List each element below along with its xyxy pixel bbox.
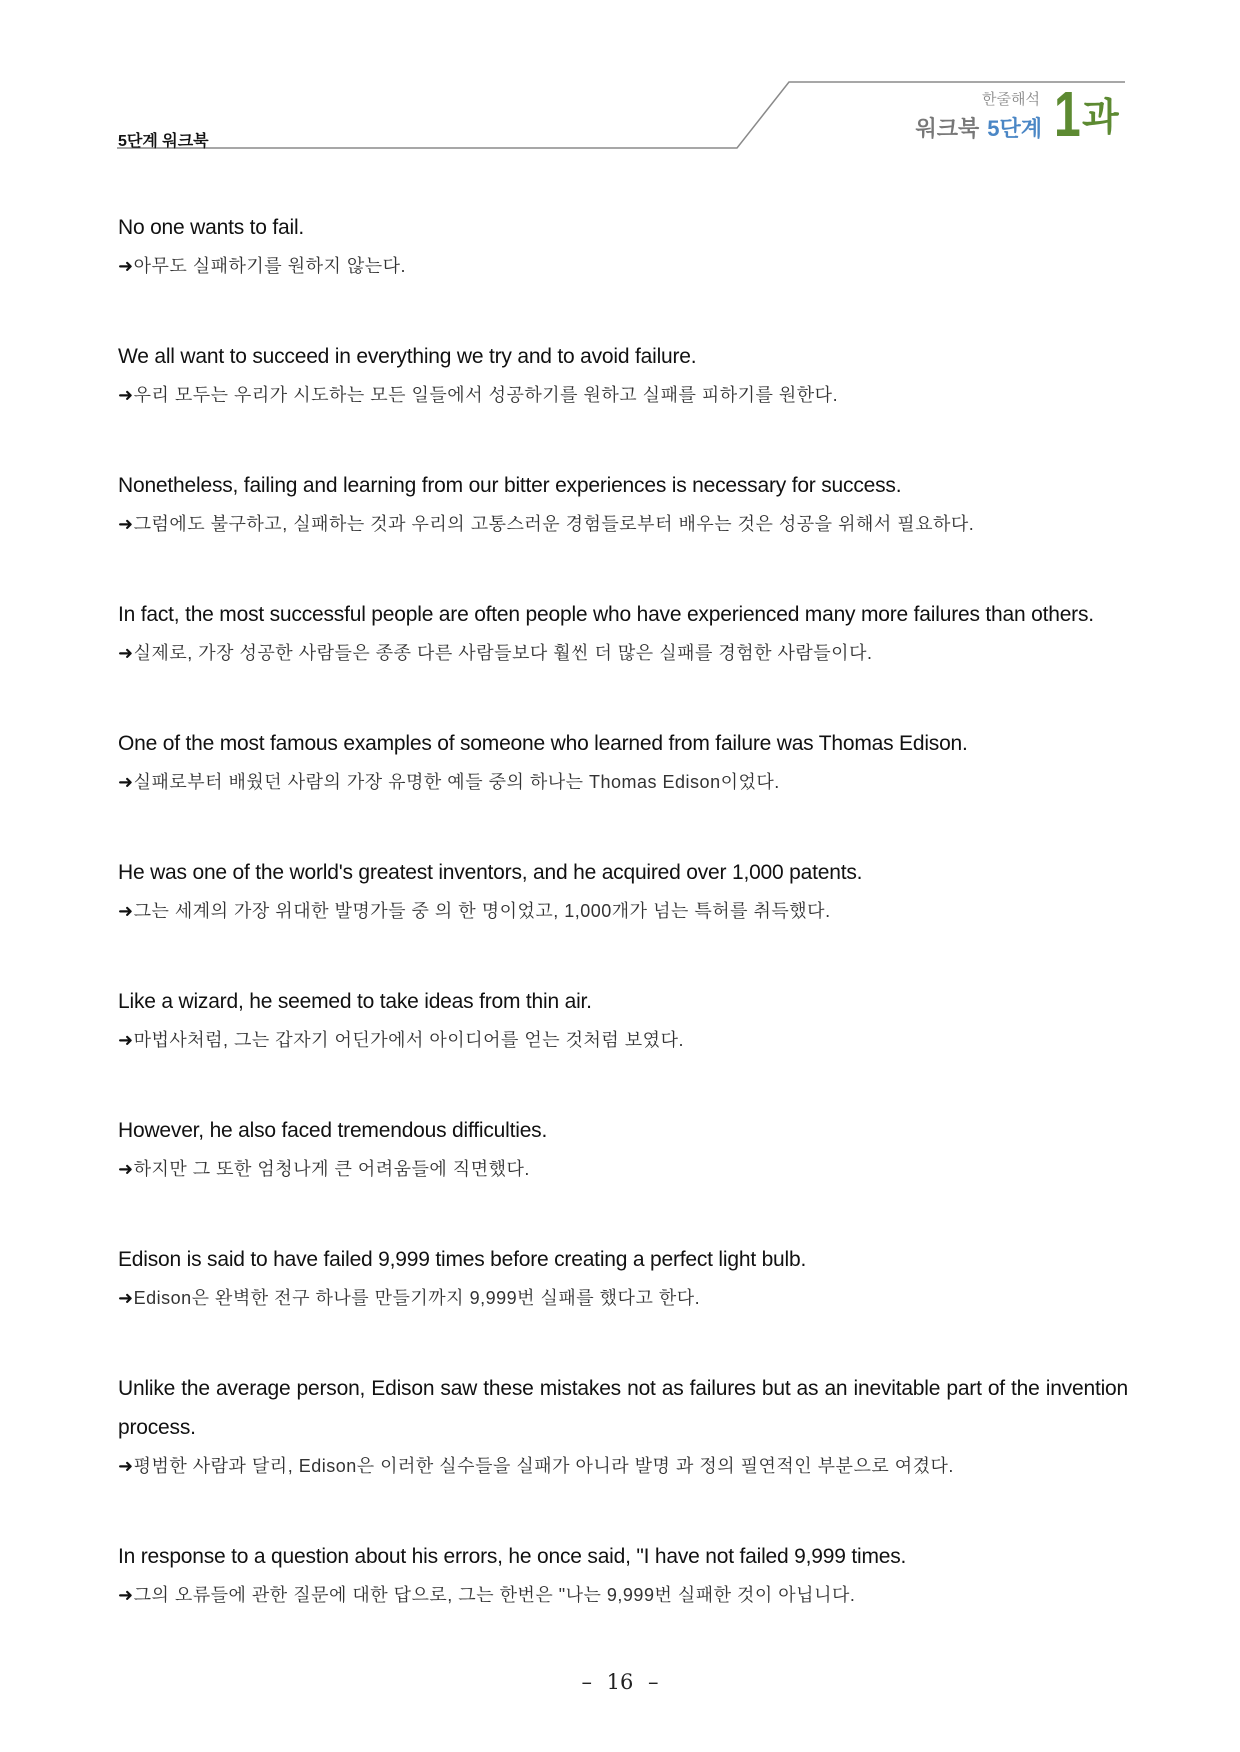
arrow-icon: ➜ bbox=[118, 514, 134, 534]
arrow-icon: ➜ bbox=[118, 1585, 134, 1605]
sentence-pair bbox=[118, 466, 1128, 544]
header-title bbox=[915, 112, 1042, 143]
arrow-icon: ➜ bbox=[118, 1456, 134, 1476]
korean-translation bbox=[118, 892, 1128, 931]
header-left-title: 5단계 워크북 bbox=[118, 133, 209, 150]
arrow-icon: ➜ bbox=[118, 901, 134, 921]
sentence-pair bbox=[118, 1240, 1128, 1318]
korean-text: 그럼에도 불구하고, 실패하는 것과 우리의 고통스러운 경험들로부터 배우는 것은 성공을 위해서 필요하다. bbox=[133, 514, 975, 534]
korean-text: 아무도 실패하기를 원하지 않는다. bbox=[133, 256, 407, 276]
page-number: – 16 – bbox=[581, 1670, 659, 1694]
lesson-badge bbox=[1054, 78, 1119, 150]
korean-translation bbox=[118, 376, 1128, 415]
korean-translation bbox=[118, 1576, 1128, 1615]
english-sentence: Unlike the average person, Edison saw these mistakes not as failures but as an inevitable part of the invention process. bbox=[118, 1377, 1128, 1439]
lesson-number: 1 bbox=[1054, 78, 1081, 150]
sentence-list bbox=[118, 208, 1128, 1666]
lesson-suffix: 과 bbox=[1082, 97, 1119, 139]
korean-text: 마법사처럼, 그는 갑자기 어딘가에서 아이디어를 얻는 것처럼 보였다. bbox=[133, 1030, 684, 1050]
korean-text: 하지만 그 또한 엄청나게 큰 어려움들에 직면했다. bbox=[133, 1159, 530, 1179]
korean-text: 실패로부터 배웠던 사람의 가장 유명한 예들 중의 하나는 Thomas Edison이었다. bbox=[133, 772, 780, 792]
english-sentence: No one wants to fail. bbox=[118, 216, 305, 239]
header-title-accent: 5단계 bbox=[987, 116, 1042, 141]
arrow-icon: ➜ bbox=[118, 772, 134, 792]
korean-text: 우리 모두는 우리가 시도하는 모든 일들에서 성공하기를 원하고 실패를 피하기를 원한다. bbox=[133, 385, 839, 405]
sentence-pair bbox=[118, 982, 1128, 1060]
english-sentence: In fact, the most successful people are often people who have experienced many more failures than others. bbox=[118, 603, 1094, 626]
arrow-icon: ➜ bbox=[118, 385, 134, 405]
arrow-icon: ➜ bbox=[118, 256, 134, 276]
english-sentence: Like a wizard, he seemed to take ideas from thin air. bbox=[118, 990, 592, 1013]
english-sentence: He was one of the world's greatest inventors, and he acquired over 1,000 patents. bbox=[118, 861, 863, 884]
korean-translation bbox=[118, 1447, 1128, 1486]
korean-translation bbox=[118, 763, 1128, 802]
header-title-prefix: 워크북 bbox=[915, 116, 980, 141]
arrow-icon: ➜ bbox=[118, 1159, 134, 1179]
korean-text: 그의 오류들에 관한 질문에 대한 답으로, 그는 한번은 "나는 9,999번 실패한 것이 아닙니다. bbox=[133, 1585, 856, 1605]
sentence-pair bbox=[118, 337, 1128, 415]
header-subtitle: 한줄해석 bbox=[982, 91, 1040, 108]
sentence-pair bbox=[118, 208, 1128, 286]
english-sentence: In response to a question about his errors, he once said, "I have not failed 9,999 times. bbox=[118, 1545, 907, 1568]
sentence-pair bbox=[118, 1111, 1128, 1189]
english-sentence: One of the most famous examples of someone who learned from failure was Thomas Edison. bbox=[118, 732, 968, 755]
sentence-pair bbox=[118, 724, 1128, 802]
sentence-pair bbox=[118, 595, 1128, 673]
korean-translation bbox=[118, 247, 1128, 286]
korean-text: Edison은 완벽한 전구 하나를 만들기까지 9,999번 실패를 했다고 한다. bbox=[133, 1288, 701, 1308]
english-sentence: Nonetheless, failing and learning from our bitter experiences is necessary for success. bbox=[118, 474, 902, 497]
korean-translation bbox=[118, 505, 1128, 544]
arrow-icon: ➜ bbox=[118, 1030, 134, 1050]
english-sentence: However, he also faced tremendous difficulties. bbox=[118, 1119, 548, 1142]
english-sentence: Edison is said to have failed 9,999 times before creating a perfect light bulb. bbox=[118, 1248, 807, 1271]
arrow-icon: ➜ bbox=[118, 1288, 134, 1308]
english-sentence: We all want to succeed in everything we try and to avoid failure. bbox=[118, 345, 697, 368]
korean-translation bbox=[118, 1150, 1128, 1189]
arrow-icon: ➜ bbox=[118, 643, 134, 663]
korean-translation bbox=[118, 634, 1128, 673]
korean-text: 실제로, 가장 성공한 사람들은 종종 다른 사람들보다 훨씬 더 많은 실패를 경험한 사람들이다. bbox=[133, 643, 873, 663]
korean-translation bbox=[118, 1279, 1128, 1318]
korean-text: 평범한 사람과 달리, Edison은 이러한 실수들을 실패가 아니라 발명 과 정의 필연적인 부분으로 여겼다. bbox=[133, 1456, 954, 1476]
sentence-pair bbox=[118, 1369, 1128, 1486]
korean-translation bbox=[118, 1021, 1128, 1060]
sentence-pair bbox=[118, 1537, 1128, 1615]
korean-text: 그는 세계의 가장 위대한 발명가들 중 의 한 명이었고, 1,000개가 넘는 특허를 취득했다. bbox=[133, 901, 831, 921]
sentence-pair bbox=[118, 853, 1128, 931]
